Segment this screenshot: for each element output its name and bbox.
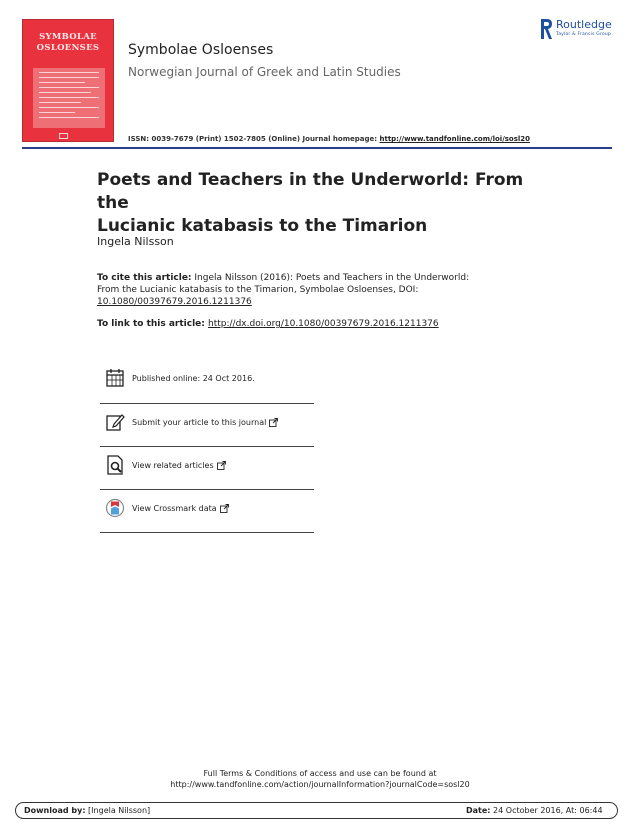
cover-title-line2: OSLOENSES bbox=[36, 43, 100, 53]
calendar-icon bbox=[105, 368, 125, 388]
terms-line1: Full Terms & Conditions of access and use can be found at bbox=[203, 769, 437, 778]
cover-contents-panel bbox=[33, 68, 105, 128]
search-document-icon bbox=[105, 455, 125, 475]
article-doi-url-link[interactable]: http://dx.doi.org/10.1080/00397679.2016.1211376 bbox=[208, 319, 439, 329]
terms-url-link[interactable]: http://www.tandfonline.com/action/journalInformation?journalCode=sosl20 bbox=[170, 780, 470, 789]
link-label: To link to this article: bbox=[97, 319, 209, 329]
article-title-line1: Poets and Teachers in the Underworld: From the bbox=[97, 170, 524, 213]
publisher-name: Routledge bbox=[556, 18, 612, 31]
routledge-logo bbox=[540, 18, 628, 42]
crossmark-row[interactable] bbox=[100, 492, 314, 532]
related-articles-row[interactable] bbox=[100, 449, 314, 489]
related-articles-label: View related articles bbox=[132, 461, 214, 470]
submit-article-label: Submit your article to this journal bbox=[132, 418, 267, 427]
crossmark-icon bbox=[105, 498, 125, 518]
submit-article-row[interactable] bbox=[100, 406, 314, 446]
article-title bbox=[97, 169, 537, 238]
downloaded-by-value: [Ingela Nilsson] bbox=[85, 806, 151, 815]
citation-line1: Ingela Nilsson (2016): Poets and Teachers in the Underworld: bbox=[191, 273, 470, 283]
crossmark-label: View Crossmark data bbox=[132, 504, 217, 513]
article-link-block bbox=[97, 318, 439, 330]
cover-title-line1: SYMBOLAE bbox=[39, 32, 97, 42]
journal-cover-image bbox=[22, 19, 114, 142]
downloaded-by bbox=[24, 806, 150, 815]
info-divider bbox=[100, 403, 314, 404]
downloaded-by-label: Download by: bbox=[24, 806, 86, 815]
related-articles-link[interactable] bbox=[132, 461, 226, 470]
external-link-icon bbox=[269, 418, 278, 427]
info-divider bbox=[100, 489, 314, 490]
cover-publisher-logo bbox=[59, 133, 68, 139]
issn-text: ISSN: 0039-7679 (Print) 1502-7805 (Online) Journal homepage: bbox=[128, 135, 380, 143]
journal-homepage-link[interactable]: http://www.tandfonline.com/loi/sosl20 bbox=[379, 135, 531, 143]
article-title-line2: Lucianic katabasis to the Timarion bbox=[97, 216, 428, 236]
crossmark-link[interactable] bbox=[132, 504, 229, 513]
citation-block bbox=[97, 272, 469, 308]
terms-notice bbox=[120, 768, 520, 790]
issn-line bbox=[128, 135, 530, 143]
article-author: Ingela Nilsson bbox=[97, 235, 174, 248]
download-date-label: Date: bbox=[466, 806, 491, 815]
publisher-tagline: Taylor & Francis Group bbox=[556, 32, 611, 37]
external-link-icon bbox=[217, 461, 226, 470]
info-divider bbox=[100, 446, 314, 447]
download-date-value: 24 October 2016, At: 06:44 bbox=[490, 806, 603, 815]
published-online-row bbox=[100, 362, 314, 402]
header-divider bbox=[22, 147, 612, 149]
external-link-icon bbox=[220, 504, 229, 513]
citation-label: To cite this article: bbox=[97, 273, 192, 283]
published-online-text: Published online: 24 Oct 2016. bbox=[132, 374, 255, 383]
citation-line2: From the Lucianic katabasis to the Timarion, Symbolae Osloenses, DOI: bbox=[97, 285, 419, 295]
citation-doi-link[interactable]: 10.1080/00397679.2016.1211376 bbox=[97, 297, 252, 307]
edit-document-icon bbox=[105, 412, 125, 432]
info-divider bbox=[100, 532, 314, 533]
submit-article-link[interactable] bbox=[132, 418, 278, 427]
routledge-r-icon bbox=[540, 18, 553, 40]
journal-subtitle: Norwegian Journal of Greek and Latin Studies bbox=[128, 65, 401, 79]
journal-title: Symbolae Osloenses bbox=[128, 42, 274, 58]
download-date bbox=[466, 806, 603, 815]
